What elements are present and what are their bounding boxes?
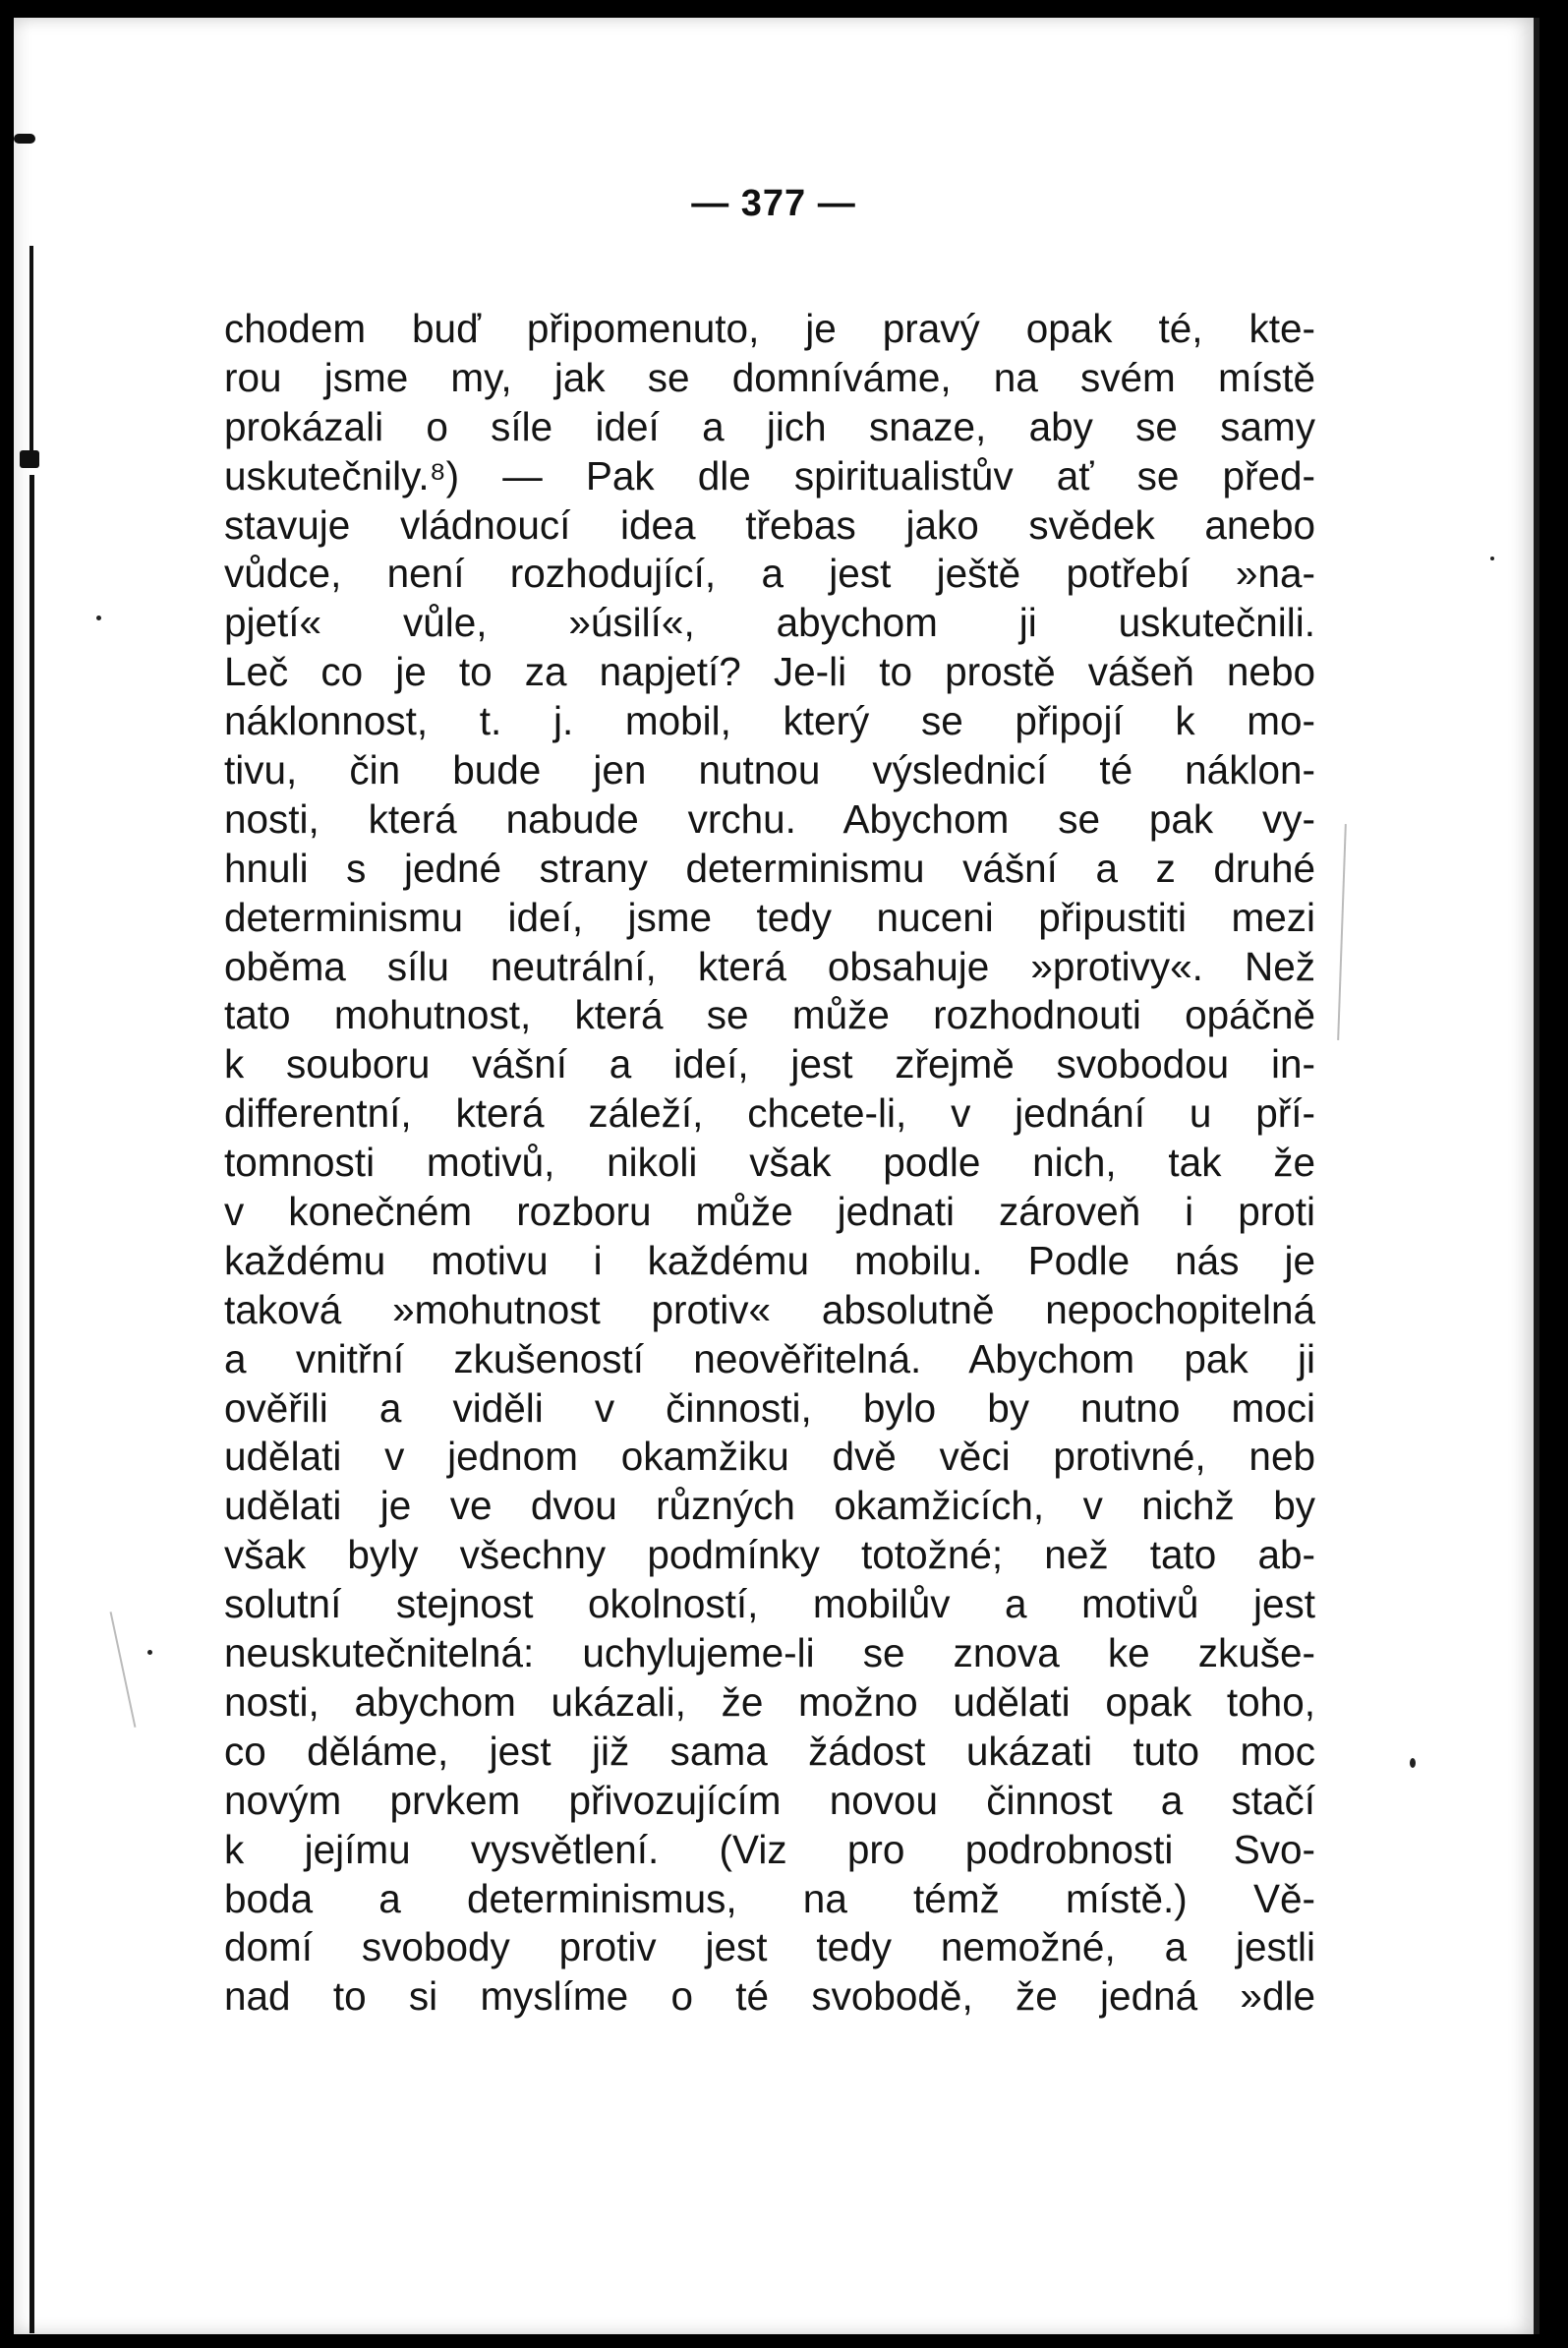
binding-mark	[20, 450, 39, 468]
text-line: tato mohutnost, která se může rozhodnouti opáčně	[224, 992, 1315, 1038]
paper-crease	[110, 1612, 137, 1728]
text-line: pjetí« vůle, »úsilí«, abychom ji uskutečnili.	[224, 600, 1315, 646]
text-line: nad to si myslíme o té svobodě, že jedná »dle	[224, 1973, 1315, 2020]
text-line: co děláme, jest již sama žádost ukázati tuto moc	[224, 1728, 1315, 1774]
text-line: neuskutečnitelná: uchylujeme-li se znova ke zkuše-	[224, 1630, 1315, 1676]
binding-mark	[14, 134, 35, 144]
text-line: rou jsme my, jak se domníváme, na svém místě	[224, 354, 1315, 400]
text-line: nosti, abychom ukázali, že možno udělati opak toho,	[224, 1678, 1315, 1725]
text-line: nosti, která nabude vrchu. Abychom se pak vy-	[224, 795, 1315, 842]
text-line: ověřili a viděli v činnosti, bylo by nutno moci	[224, 1384, 1315, 1431]
text-line: tivu, čin bude jen nutnou výslednicí té náklon-	[224, 747, 1315, 793]
page-number: — 377 —	[691, 183, 856, 224]
paper-crease	[1337, 824, 1347, 1040]
text-line: solutní stejnost okolností, mobilův a motivů jest	[224, 1581, 1315, 1627]
text-line: prokázali o síle ideí a jich snaze, aby se samy	[224, 403, 1315, 449]
page-edge-shadow	[29, 475, 34, 2333]
text-line: hnuli s jedné strany determinismu vášní a z druhé	[224, 845, 1315, 891]
text-line: uskutečnily.⁸) — Pak dle spiritualistův ať se před-	[224, 452, 1315, 499]
paper-speck	[147, 1650, 152, 1655]
text-line: determinismu ideí, jsme tedy nuceni připustiti mezi	[224, 894, 1315, 940]
text-line: udělati je ve dvou různých okamžicích, v nichž by	[224, 1483, 1315, 1529]
page-edge-shadow	[29, 246, 33, 460]
book-page	[14, 18, 1539, 2334]
text-line: k jejímu vysvětlení. (Viz pro podrobnosti Svo-	[224, 1826, 1315, 1872]
text-line: a vnitřní zkušeností neověřitelná. Abychom pak ji	[224, 1335, 1315, 1381]
text-line: k souboru vášní a ideí, jest zřejmě svobodou in-	[224, 1041, 1315, 1087]
text-line: tomnosti motivů, nikoli však podle nich, tak že	[224, 1140, 1315, 1186]
paper-speck	[96, 616, 101, 620]
text-line: Leč co je to za napjetí? Je-li to prostě vášeň nebo	[224, 649, 1315, 695]
text-line: novým prvkem přivozujícím novou činnost a stačí	[224, 1777, 1315, 1823]
text-line: však byly všechny podmínky totožné; než tato ab-	[224, 1532, 1315, 1578]
body-text	[224, 305, 1315, 2022]
text-line: oběma sílu neutrální, která obsahuje »protivy«. Než	[224, 943, 1315, 989]
paper-speck	[1490, 557, 1494, 560]
paper-speck	[1410, 1758, 1416, 1768]
text-line: differentní, která záleží, chcete-li, v jednání u pří-	[224, 1090, 1315, 1137]
text-line: stavuje vládnoucí idea třebas jako svědek anebo	[224, 501, 1315, 548]
text-line: náklonnost, t. j. mobil, který se připojí k mo-	[224, 698, 1315, 744]
text-line: boda a determinismus, na témž místě.) Vě-	[224, 1875, 1315, 1921]
text-line: chodem buď připomenuto, je pravý opak té, kte-	[224, 306, 1315, 351]
text-line: vůdce, není rozhodující, a jest ještě potřebí »na-	[224, 551, 1315, 597]
text-line: každému motivu i každému mobilu. Podle nás je	[224, 1237, 1315, 1283]
text-line: v konečném rozboru může jednati zároveň i proti	[224, 1189, 1315, 1235]
text-line: udělati v jednom okamžiku dvě věci protivné, neb	[224, 1434, 1315, 1480]
text-line: taková »mohutnost protiv« absolutně nepochopitelná	[224, 1286, 1315, 1332]
text-line: domí svobody protiv jest tedy nemožné, a jestli	[224, 1924, 1315, 1970]
